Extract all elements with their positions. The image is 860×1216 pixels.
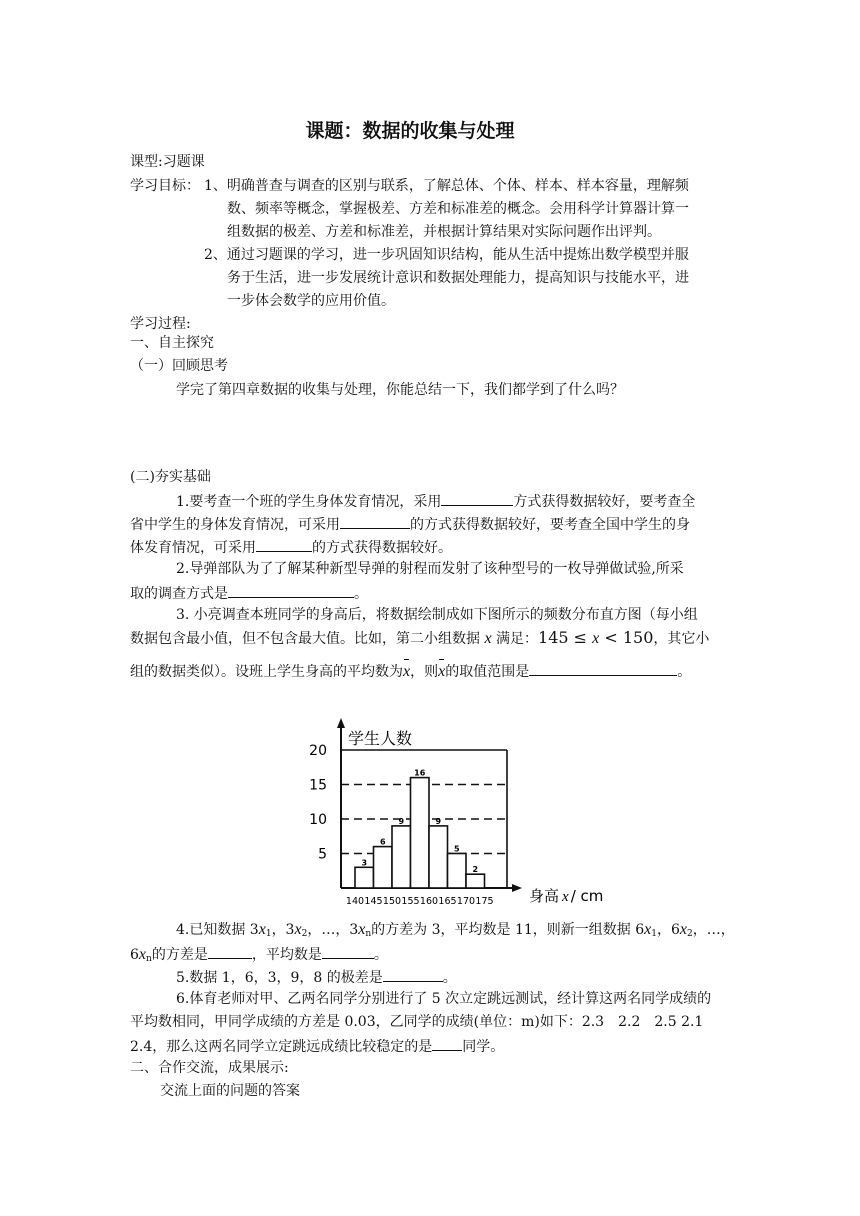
q1-blank-3[interactable] [256,536,312,552]
subsection-review: （一）回顾思考 [130,358,228,374]
x-tick-label: 175 [475,896,494,907]
q4-blank-variance[interactable] [208,943,252,959]
q3-line1: 3. 小亮调查本班同学的身高后，将数据绘制成如下图所示的频数分布直方图（每小组 [176,607,698,623]
chart-y-ticks [309,743,327,863]
x-tick-label: 165 [438,896,457,907]
exchange-text: 交流上面的问题的答案 [160,1083,300,1099]
goal2-line2: 务于生活，进一步发展统计意识和数据处理能力，提高知识与技能水平，进 [227,270,689,286]
q3-line2: 数据包含最小值，但不包含最大值。比如，第二小组数据 x 满足：145 ≤ x < 150，其它小 [130,628,710,647]
x-tick-label: 160 [419,896,439,907]
bar-155-160 [411,778,430,888]
chart-x-ticks [346,896,494,907]
q1-line2: 省中学生的身体发育情况，可采用 的方式获得数据较好，要考查全国中学生的身 [130,513,690,535]
q2-line1: 2.导弹部队为了了解某种新型导弹的射程而发射了该种型号的一枚导弹做试验,所采 [176,561,684,577]
bar-140-145 [355,867,374,888]
bar-170-175 [466,874,485,888]
q6-line3: 2.4，那么这两名同学立定跳远成绩比较稳定的是 同学。 [130,1035,504,1057]
goal1-line2: 数、频率等概念，掌握极差、方差和标准差的概念。会用科学计算器计算一 [227,201,689,217]
q6-blank[interactable] [432,1035,462,1051]
y-tick-label: 10 [309,812,327,828]
process-label: 学习过程: [130,316,191,332]
q6-line1: 6.体育老师对甲、乙两名同学分别进行了 5 次立定跳远测试，经计算这两名同学成绩的 [176,991,712,1007]
x-tick-label: 155 [401,896,420,907]
page-title: 课题：数据的收集与处理 [305,120,515,142]
q3-blank[interactable] [529,660,677,676]
chart-bars [355,778,485,888]
x-tick-label: 145 [364,896,383,907]
goal2-line1: 2、通过习题课的学习，进一步巩固知识结构，能从生活中提炼出数学模型并服 [204,247,689,263]
q1-line3: 体发育情况，可采用 的方式获得数据较好。 [130,536,452,558]
bar-value-label: 16 [414,768,426,778]
goal2-line3: 一步体会数学的应用价值。 [227,293,395,309]
x-tick-label: 150 [382,896,402,907]
review-question: 学完了第四章数据的收集与处理，你能总结一下，我们都学到了什么吗？ [176,382,624,398]
q4-blank-mean[interactable] [322,943,374,959]
q4-line1: 4.已知数据 $3x_1$，$3x_2$，…，$3x_n$的方差为 3，平均数是 11，则新一组数据 $6x_1$，$6x_2$，…， [176,921,735,939]
q2-line2: 取的调查方式是 。 [130,582,368,604]
q3-line3: 组的数据类似）。设班上学生身高的平均数为x，则x的取值范围是 。 [130,660,691,682]
bar-145-150 [374,847,393,888]
height-histogram [300,710,604,910]
bar-150-155 [392,826,411,888]
bar-value-label: 6 [379,837,386,847]
bar-value-label: 5 [453,844,460,854]
x-tick-label: 170 [456,896,476,907]
q1-line1: 1.要考查一个班的学生身体发育情况，采用 方式获得数据较好，要考查全 [176,490,695,512]
q1-blank-2[interactable] [340,513,410,529]
goal1-line3: 组数据的极差、方差和标准差，并根据计算结果对实际问题作出评判。 [227,224,661,240]
goals-label: 学习目标： [130,178,200,194]
q5-line: 5.数据 1，6，3，9，8 的极差是 。 [176,966,457,988]
q6-line2: 平均数相同，甲同学成绩的方差是 0.03，乙同学的成绩(单位：m)如下：2.3 2.2 2.5 2.1 [130,1014,704,1030]
y-axis-label: 学生人数 [348,729,413,748]
q2-blank[interactable] [228,582,354,598]
subsection-basics: (二)夯实基础 [130,469,211,485]
x-tick-label: 140 [345,896,365,907]
y-tick-label: 20 [309,743,327,759]
x-axis-label: 身高 x / cm [529,887,604,905]
lesson-type: 课型:习题课 [130,154,205,170]
bar-value-label: 9 [398,816,405,826]
bar-value-label: 2 [472,865,479,875]
bar-160-165 [429,826,448,888]
y-tick-label: 5 [318,846,327,863]
q1-blank-1[interactable] [441,490,513,506]
y-tick-label: 15 [309,777,327,794]
goal1-line1: 1、明确普查与调查的区别与联系，了解总体、个体、样本、样本容量，理解频 [204,178,689,194]
q5-blank[interactable] [383,966,443,982]
bar-value-label: 9 [435,816,442,826]
section1-heading: 一、自主探究 [130,335,214,351]
q4-line2: $6x_n$的方差是 ，平均数是 。 [130,943,388,969]
bar-value-label: 3 [361,858,368,868]
section2-heading: 二、合作交流，成果展示: [130,1060,289,1076]
bar-165-170 [448,854,467,889]
